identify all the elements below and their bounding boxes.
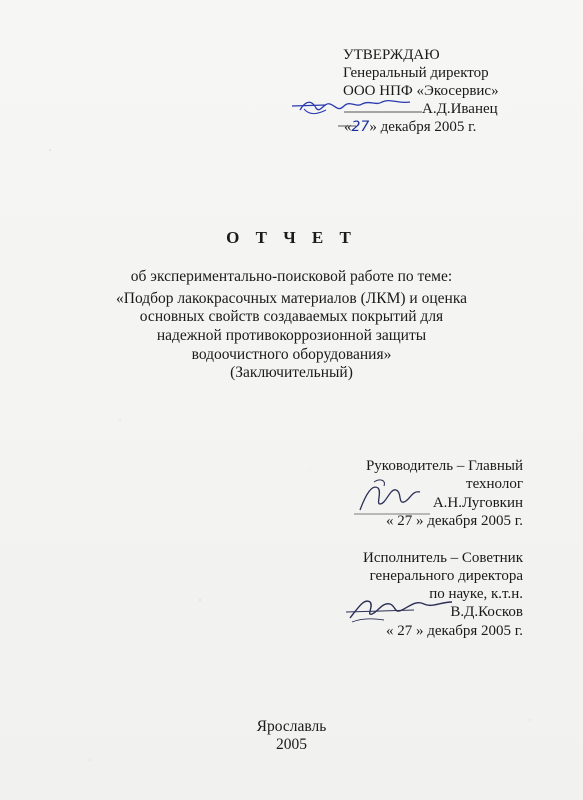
head-line-1: Руководитель – Главный xyxy=(365,458,523,474)
report-line-3: основных свойств создаваемых покрытий для xyxy=(139,308,444,325)
footer-city: Ярославль xyxy=(256,718,327,735)
report-line-1: об экспериментально-поисковой работе по теме: xyxy=(130,268,453,285)
executor-line-1: Исполнитель – Советник xyxy=(363,550,523,566)
approval-heading: УТВЕРЖДАЮ xyxy=(343,47,440,63)
head-line-2: технолог xyxy=(466,476,523,492)
executor-date: « 27 » декабря 2005 г. xyxy=(386,623,523,639)
executor-name: В.Д.Косков xyxy=(450,604,523,620)
approval-date xyxy=(344,118,476,136)
head-name: А.Н.Луговкин xyxy=(432,495,523,511)
executor-line-2: генерального директора xyxy=(369,568,523,584)
report-line-5: водоочистного оборудования» xyxy=(191,346,392,363)
report-line-2: «Подбор лакокрасочных материалов (ЛКМ) и оценка xyxy=(116,290,467,307)
approval-name: А.Д.Иванец xyxy=(422,101,498,117)
approval-position: Генеральный директор xyxy=(343,65,489,81)
approval-date-open: « xyxy=(344,119,352,135)
approval-date-day: 27 xyxy=(351,119,370,135)
executor-line-3: по науке, к.т.н. xyxy=(429,586,523,602)
approval-date-rest: » декабря 2005 г. xyxy=(369,119,477,135)
head-date: « 27 » декабря 2005 г. xyxy=(386,513,523,529)
approval-company: ООО НПФ «Экосервис» xyxy=(343,83,499,99)
footer-year: 2005 xyxy=(276,736,307,753)
report-title: О Т Ч Е Т xyxy=(226,228,357,247)
report-line-4: надежной противокоррозионной защиты xyxy=(156,327,427,344)
report-line-6: (Заключительный) xyxy=(230,364,353,381)
